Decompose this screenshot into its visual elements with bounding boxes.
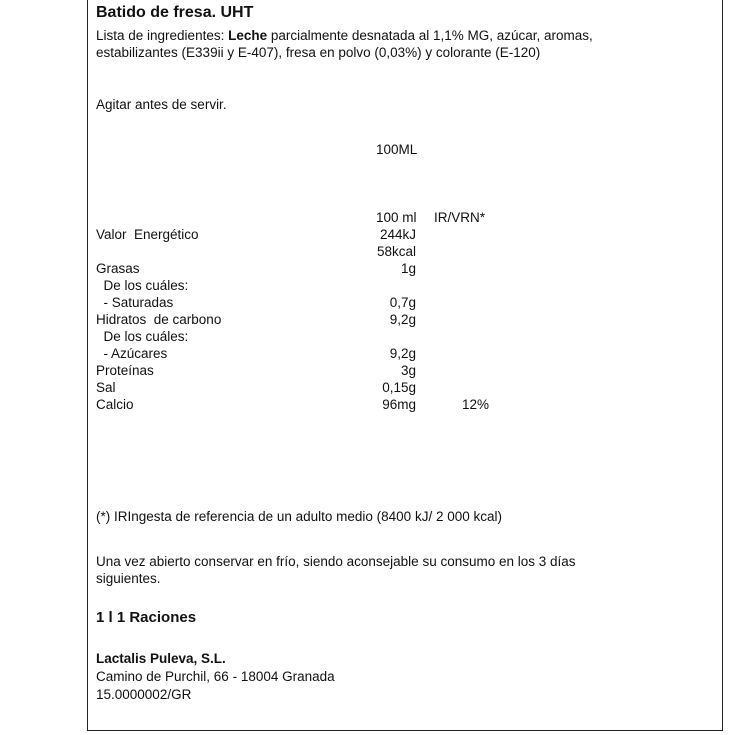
nutrition-value: 1g — [400, 261, 416, 276]
nutrition-value: 9,2g — [389, 312, 416, 327]
nutrition-value: 3g — [400, 363, 416, 378]
nutrition-value: 0,7g — [389, 295, 416, 310]
nutrition-label: - Azúcares — [96, 346, 168, 361]
nutrition-label: Sal — [96, 380, 116, 395]
nutrition-label: Grasas — [96, 261, 140, 276]
storage-text: Una vez abierto conservar en frío, siendo aconsejable su consumo en los 3 días siguientes. — [96, 554, 576, 586]
ingredients-bold-item: Leche — [228, 28, 268, 43]
company-address: Camino de Purchil, 66 - 18004 Granada — [96, 669, 335, 684]
nutrition-ir: 12% — [462, 397, 490, 412]
nutrition-label: Proteínas — [96, 363, 154, 378]
nutrition-value: 9,2g — [389, 346, 416, 361]
nutrition-footnote: (*) IRIngesta de referencia de un adulto medio (8400 kJ/ 2 000 kcal) — [96, 509, 502, 524]
nutrition-value: 58kcal — [376, 244, 416, 259]
nutrition-value: 0,15g — [382, 380, 416, 395]
nutrition-label: - Saturadas — [96, 295, 174, 310]
ingredients-label: Lista de ingredientes: — [96, 28, 229, 43]
nutrition-label: De los cuáles: — [96, 329, 189, 344]
nutrition-serving-header: 100ML — [376, 142, 418, 157]
portions-text: 1 l 1 Raciones — [96, 609, 197, 626]
product-title: Batido de fresa. UHT — [96, 4, 254, 21]
company-name: Lactalis Puleva, S.L. — [96, 651, 226, 666]
nutrition-label: Hidratos de carbono — [96, 312, 222, 327]
nutrition-col-amount-header: 100 ml — [376, 210, 417, 225]
ingredients-text — [96, 27, 616, 61]
ingredients-rest: parcialmente desnatada al 1,1% MG, azúcar, aromas, estabilizantes (E339ii y E-407), fresa en polvo (0,03%) y colorante (E-120) — [96, 28, 593, 60]
company-registry: 15.0000002/GR — [96, 687, 192, 702]
nutrition-label: Valor Energético — [96, 227, 199, 242]
nutrition-label: Calcio — [96, 397, 134, 412]
nutrition-col-ir-header: IR/VRN* — [434, 210, 486, 225]
nutrition-value: 96mg — [382, 397, 416, 412]
nutrition-label: De los cuáles: — [96, 278, 189, 293]
nutrition-value: 244kJ — [379, 227, 416, 242]
instructions-text: Agitar antes de servir. — [96, 97, 227, 112]
